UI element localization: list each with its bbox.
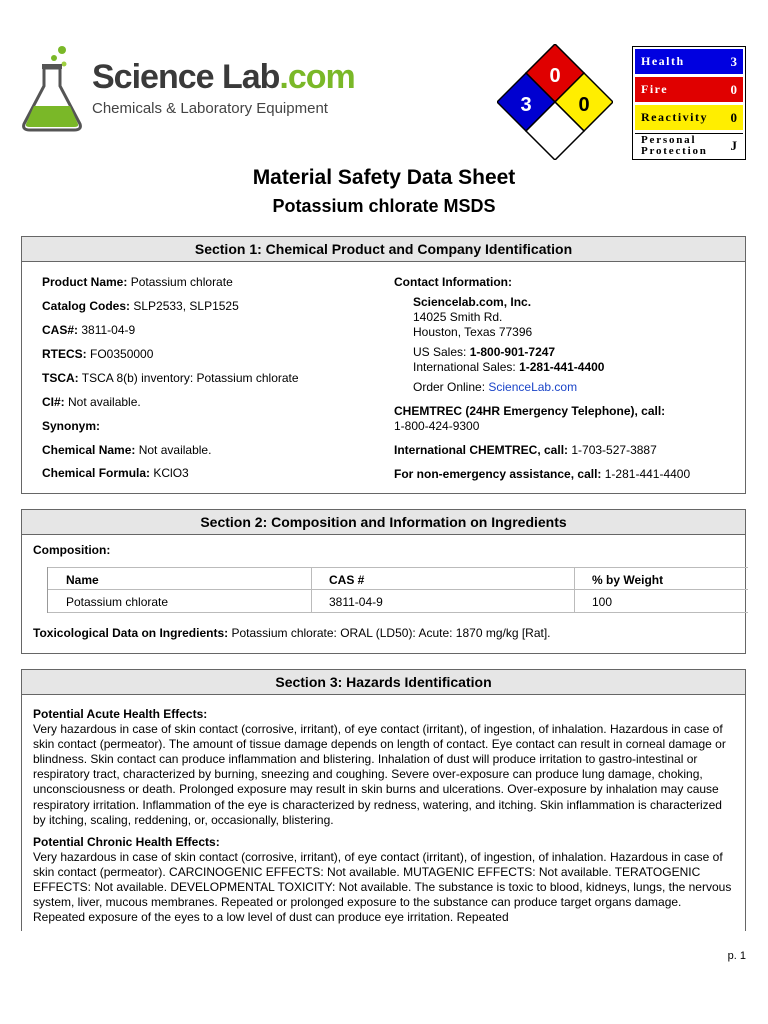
chemtrec-label: CHEMTREC (24HR Emergency Telephone), call: bbox=[394, 404, 666, 418]
nfpa-health-value: 3 bbox=[520, 94, 532, 116]
composition-label: Composition: bbox=[33, 543, 111, 557]
document-subtitle: Potassium chlorate MSDS bbox=[272, 196, 496, 216]
rtecs-field: RTECS: FO0350000 bbox=[42, 347, 154, 361]
chemtrec-phone: 1-800-424-9300 bbox=[394, 419, 480, 433]
toxicological-data: Toxicological Data on Ingredients: Potassium chlorate: ORAL (LD50): Acute: 1870 mg/kg [Rat]. bbox=[33, 626, 551, 640]
acute-effects-heading: Potential Acute Health Effects: bbox=[33, 707, 208, 721]
nfpa-diamond bbox=[497, 44, 613, 160]
intl-chemtrec-field: International CHEMTREC, call: 1-703-527-3887 bbox=[394, 443, 657, 457]
synonym-field: Synonym: bbox=[42, 419, 101, 433]
acute-effects-text: Very hazardous in case of skin contact (corrosive, irritant), of eye contact (irritant), of ingestion, of inhalation. Hazardous in case of skin contact (permeator). The amount of tissue damage depends on length of contact. Eye contact can result in corneal damage or blindness. Skin contact can produce inflammation and blistering. Inhalation of dust will produce irritation to gastro-intestinal or respiratory tract, characterized by burning, sneezing and coughing. Severe over-exposure can produce lung damage, choking, unconsciousness or death. Prolonged exposure may result in skin burns and ulcerations. Over-exposure by inhalation may cause respiratory irritation. Inflammation of the eye is characterized by redness, watering, and itching. Skin inflammation is characterized by itching, scaling, reddening, or, occasionally, blistering. bbox=[33, 722, 726, 827]
section-1-heading: Section 1: Chemical Product and Company Identification bbox=[22, 237, 745, 262]
ingredient-cas: 3811-04-9 bbox=[329, 595, 383, 609]
chronic-effects-heading: Potential Chronic Health Effects: bbox=[33, 834, 220, 849]
sciencelab-logo[interactable] bbox=[18, 44, 355, 134]
cas-field: CAS#: 3811-04-9 bbox=[42, 323, 136, 337]
hmis-health-row: Health 3 bbox=[635, 49, 743, 74]
ingredients-table bbox=[47, 567, 748, 613]
company-name: Sciencelab.com, Inc. bbox=[413, 295, 532, 309]
column-header-cas: CAS # bbox=[329, 573, 365, 587]
logo-wordmark: Science Lab.com bbox=[92, 58, 355, 96]
section-3 bbox=[21, 669, 746, 931]
sciencelab-link[interactable]: ScienceLab.com bbox=[488, 380, 578, 394]
hmis-label bbox=[632, 46, 746, 160]
section-3-heading: Section 3: Hazards Identification bbox=[22, 670, 745, 695]
ingredient-name: Potassium chlorate bbox=[66, 595, 169, 609]
hazards-body bbox=[33, 707, 733, 932]
section-2-heading: Section 2: Composition and Information on Ingredients bbox=[22, 510, 745, 535]
product-name-field: Product Name: Potassium chlorate bbox=[42, 275, 233, 289]
catalog-codes-field: Catalog Codes: SLP2533, SLP1525 bbox=[42, 299, 239, 313]
address-line-2: Houston, Texas 77396 bbox=[413, 325, 533, 339]
section-1 bbox=[21, 236, 746, 494]
document-title: Material Safety Data Sheet bbox=[252, 166, 516, 189]
section-2 bbox=[21, 509, 746, 654]
nfpa-reactivity-value: 0 bbox=[578, 94, 590, 116]
ci-field: CI#: Not available. bbox=[42, 395, 141, 409]
tsca-field: TSCA: TSCA 8(b) inventory: Potassium chlorate bbox=[42, 371, 299, 385]
contact-info-label: Contact Information: bbox=[394, 275, 512, 289]
nonemergency-field: For non-emergency assistance, call: 1-281-441-4400 bbox=[394, 467, 691, 481]
us-sales-phone: US Sales: 1-800-901-7247 bbox=[413, 345, 556, 359]
table-row bbox=[48, 590, 748, 613]
hmis-ppe-row: Personal Protection J bbox=[635, 133, 743, 158]
chemical-formula-field: Chemical Formula: KClO3 bbox=[42, 466, 189, 480]
hmis-fire-row: Fire 0 bbox=[635, 77, 743, 102]
flask-icon bbox=[18, 44, 88, 134]
logo-tagline: Chemicals & Laboratory Equipment bbox=[92, 100, 328, 117]
address-line-1: 14025 Smith Rd. bbox=[413, 310, 503, 324]
hmis-reactivity-row: Reactivity 0 bbox=[635, 105, 743, 130]
chronic-effects-text: Very hazardous in case of skin contact (corrosive, irritant), of eye contact (irritant), of ingestion, of inhalation. Hazardous in case of skin contact (permeator). CARCINOGENIC EFFECTS: Not available. MUTAGENIC EFFECTS: Not available. TERATOGENIC EFFECTS: Not available. DEVELOPMENTAL TOXICITY: Not available. The substance is toxic to blood, kidneys, lungs, the nervous system, liver, mucous membranes. Repeated or prolonged exposure to the substance can produce target organs damage. Repeated exposure of the eyes to a low level of dust can produce eye irritation. Repeated bbox=[33, 849, 732, 925]
column-header-weight: % by Weight bbox=[592, 573, 664, 587]
table-header-row bbox=[48, 567, 748, 590]
page-number: p. 1 bbox=[727, 950, 746, 962]
nfpa-fire-value: 0 bbox=[549, 65, 561, 87]
order-online: Order Online: ScienceLab.com bbox=[413, 380, 578, 394]
column-header-name: Name bbox=[66, 573, 99, 587]
intl-sales-phone: International Sales: 1-281-441-4400 bbox=[413, 360, 605, 374]
ingredient-weight: 100 bbox=[592, 595, 613, 609]
chemical-name-field: Chemical Name: Not available. bbox=[42, 443, 212, 457]
